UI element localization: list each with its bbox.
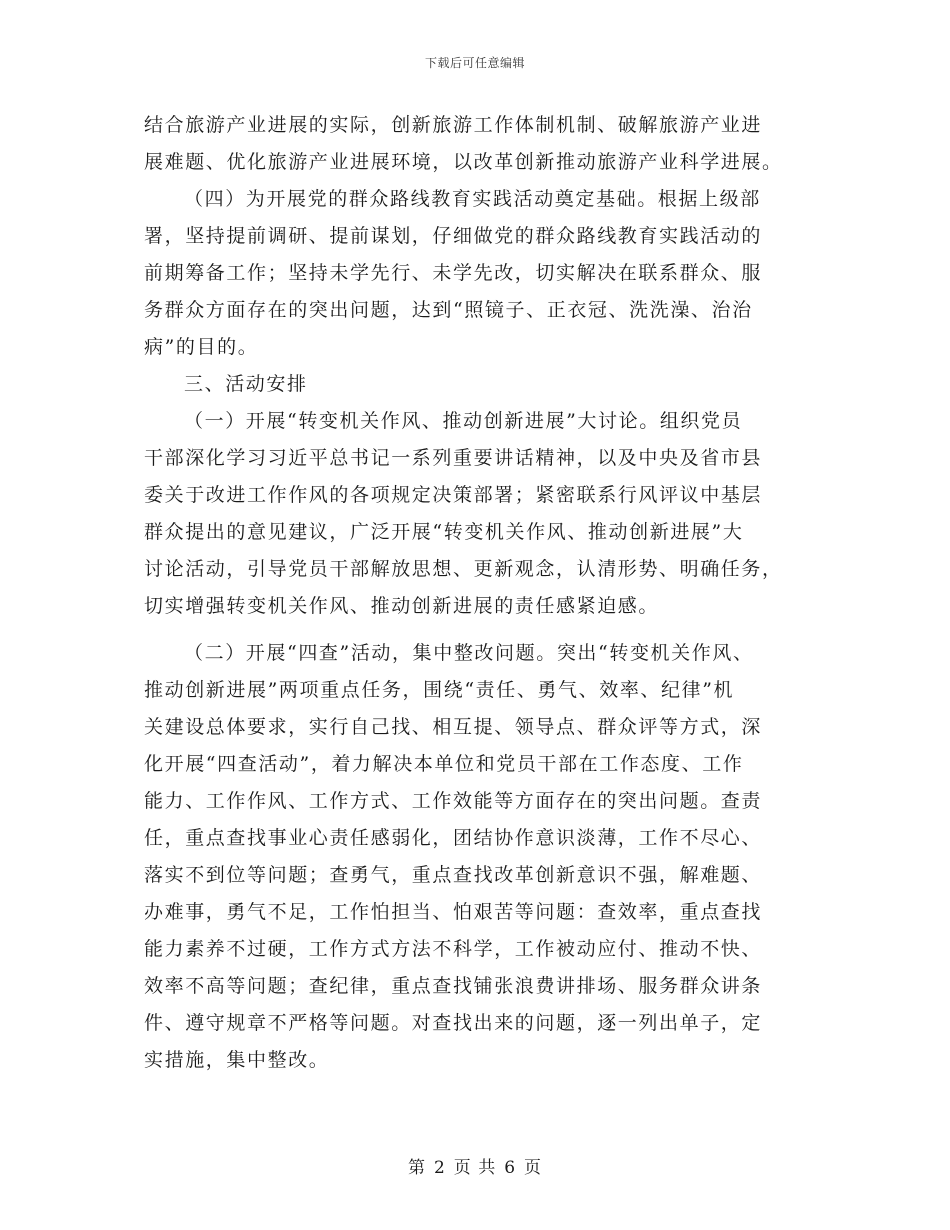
footer-suffix: 页 xyxy=(524,1158,543,1178)
paragraph-line: 切实增强转变机关作风、推动创新进展的责任感紧迫感。 xyxy=(144,595,660,617)
paragraph-line: 务群众方面存在的突出问题，达到“照镜子、正衣冠、洗洗澡、治治 xyxy=(144,299,753,321)
paragraph-line: 能力素养不过硬，工作方式方法不科学，工作被动应付、推动不快、 xyxy=(144,938,763,960)
paragraph-line: 结合旅游产业进展的实际，创新旅游工作体制机制、破解旅游产业进 xyxy=(144,114,763,136)
paragraph-line: 群众提出的意见建议，广泛开展“转变机关作风、推动创新进展”大 xyxy=(144,521,744,543)
paragraph-line: 讨论活动，引导党员干部解放思想、更新观念，认清形势、明确任务， xyxy=(144,558,783,580)
paragraph-line: 委关于改进工作作风的各项规定决策部署；紧密联系行风评议中基层 xyxy=(144,484,763,506)
paragraph-line: 件、遵守规章不严格等问题。对查找出来的问题，逐一列出单子，定 xyxy=(144,1012,763,1034)
paragraph-line: 任，重点查找事业心责任感弱化，团结协作意识淡薄，工作不尽心、 xyxy=(144,827,763,849)
page-header: 下载后可任意编辑 xyxy=(424,56,525,70)
footer-prefix: 第 xyxy=(407,1158,426,1178)
paragraph-line: （四）为开展党的群众路线教育实践活动奠定基础。根据上级部 xyxy=(184,188,761,210)
paragraph-line: 办难事，勇气不足，工作怕担当、怕艰苦等问题：查效率，重点查找 xyxy=(144,901,763,923)
total-page-count: 6 xyxy=(504,1158,517,1178)
paragraph-line: 能力、工作作风、工作方式、工作效能等方面存在的突出问题。查责 xyxy=(144,790,763,812)
paragraph-line: 化开展“四查活动”，着力解决本单位和党员干部在工作态度、工作 xyxy=(144,753,744,775)
document-body xyxy=(144,107,814,1079)
paragraph-line: 干部深化学习习近平总书记一系列重要讲话精神，以及中央及省市县 xyxy=(144,447,763,469)
paragraph-line: 署，坚持提前调研、提前谋划，仔细做党的群众路线教育实践活动的 xyxy=(144,225,763,247)
paragraph-line: 落实不到位等问题；查勇气，重点查找改革创新意识不强，解难题、 xyxy=(144,864,763,886)
section-heading: 三、活动安排 xyxy=(184,373,308,395)
paragraph-line: （二）开展“四查”活动，集中整改问题。突出“转变机关作风、 xyxy=(184,642,754,664)
paragraph-line: 展难题、优化旅游产业进展环境，以改革创新推动旅游产业科学进展。 xyxy=(144,151,783,173)
paragraph-line: （一）开展“转变机关作风、推动创新进展”大讨论。组织党员 xyxy=(184,410,743,432)
paragraph-line: 病”的目的。 xyxy=(144,336,259,358)
current-page-number: 2 xyxy=(433,1158,446,1178)
paragraph-line: 推动创新进展”两项重点任务，围绕“责任、勇气、效率、纪律”机 xyxy=(144,679,735,701)
paragraph-line: 前期筹备工作；坚持未学先行、未学先改，切实解决在联系群众、服 xyxy=(144,262,763,284)
paragraph-line: 效率不高等问题；查纪律，重点查找铺张浪费讲排场、服务群众讲条 xyxy=(144,975,763,997)
footer-middle: 页 共 xyxy=(453,1158,497,1178)
page-footer xyxy=(0,1153,950,1178)
paragraph-line: 实措施，集中整改。 xyxy=(144,1049,330,1071)
paragraph-line: 关建设总体要求，实行自己找、相互提、领导点、群众评等方式，深 xyxy=(144,716,763,738)
